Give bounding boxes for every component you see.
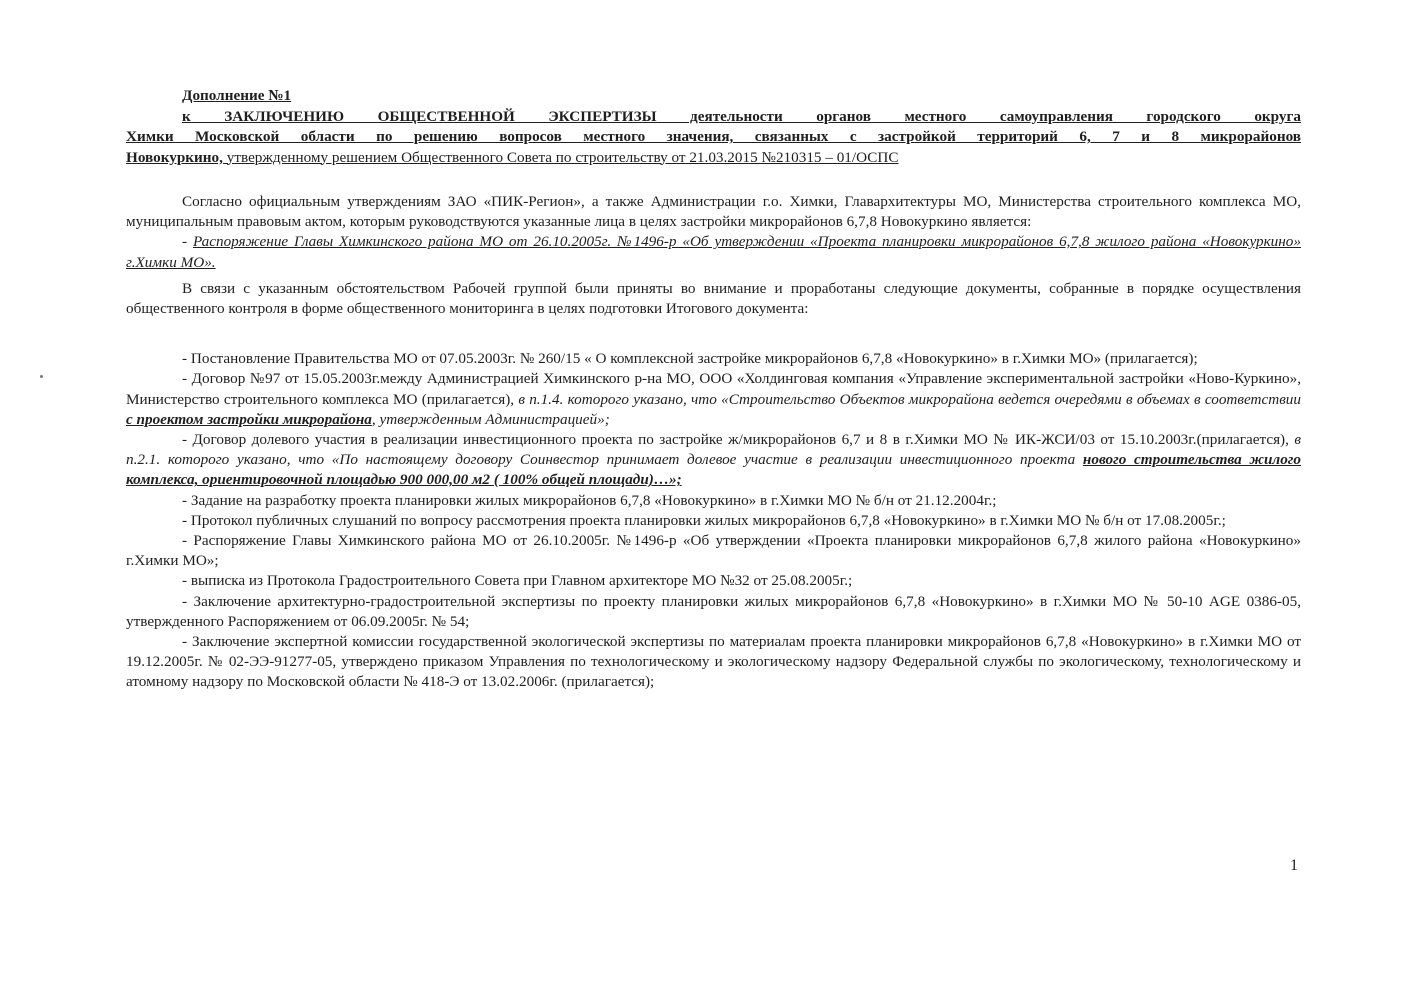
contract-97-quote-end: , утвержденным Администрацией»; xyxy=(371,410,610,428)
list-item-contract-97 xyxy=(126,369,1301,430)
list-item-resolution: - Постановление Правительства МО от 07.05.2003г. № 260/15 « О комплексной застройке микрорайонов 6,7,8 «Новокуркино» в г.Химки МО» (прилагается); xyxy=(182,350,1198,368)
contract-97-emphasis: с проектом застройки микрорайона xyxy=(126,410,372,428)
header-line-1: к ЗАКЛЮЧЕНИЮ ОБЩЕСТВЕННОЙ ЭКСПЕРТИЗЫ деятельности органов местного самоуправления городского округа xyxy=(182,107,1301,125)
document-header xyxy=(126,86,1301,168)
list-item-share-contract xyxy=(126,430,1301,491)
page-number: 1 xyxy=(1290,857,1298,874)
paragraph-intro: Согласно официальным утверждениям ЗАО «ПИК-Регион», а также Администрации г.о. Химки, Главархитектуры МО, Министерства строительного комплекса МО, муниципальным правовым актом, которым руководствуются указанные лица в целях застройки микрорайонов 6,7,8 Новокуркино является: xyxy=(126,193,1301,231)
document-title: Дополнение №1 xyxy=(182,87,292,104)
header-line-3-bold: Новокуркино, xyxy=(126,148,223,166)
list-item-hearings: - Протокол публичных слушаний по вопросу рассмотрения проекта планировки жилых микрорайонов 6,7,8 «Новокуркино» в г.Химки МО № б/н от 17.08.2005г.; xyxy=(182,511,1226,529)
header-line-3-rest: утвержденному решением Общественного Совета по строительству от 21.03.2015 №210315 – 01/ОСПС xyxy=(222,148,899,166)
contract-97-quote: в п.1.4. которого указано, что «Строительство Объектов микрорайона ведется очередями в объемах в соответствии xyxy=(518,390,1301,408)
list-item-architecture-expertise: - Заключение архитектурно-градостроительной экспертизы по проекту планировки жилых микрорайонов 6,7,8 «Новокуркино» в г.Химки МО № 50-10 AGE 0386-05, утвержденного Распоряжением от 06.09.2005г. № 54; xyxy=(126,592,1301,630)
contract-97-text: - Договор №97 от 15.05.2003г.между Администрацией Химкинского р-на МО, ООО «Холдинговая компания «Управление экспериментальной застройки «Ново-Куркино», Министерство строительного комплекса МО (прилагается), xyxy=(126,370,1301,408)
share-contract-text: - Договор долевого участия в реализации инвестиционного проекта по застройке ж/микрорайонов 6,7 и 8 в г.Химки МО № ИК-ЖСИ/03 от 15.10.2003г.(прилагается), xyxy=(182,431,1295,449)
share-contract-emphasis: нового строительства жилого комплекса, ориентировочной площадью 900 000,00 м2 ( 100% общей площади)…»; xyxy=(126,451,1301,489)
paragraph-working-group: В связи с указанным обстоятельством Рабочей группой были приняты во внимание и проработаны следующие документы, собранные в порядке осуществления общественного контроля в форме общественного мониторинга в целях подготовки Итогового документа: xyxy=(126,279,1301,318)
header-line-3 xyxy=(126,148,1301,169)
scan-artifact xyxy=(40,375,43,378)
dash: - xyxy=(182,233,193,251)
list-item-task: - Задание на разработку проекта планировки жилых микрорайонов 6,7,8 «Новокуркино» в г.Химки МО № б/н от 21.12.2004г.; xyxy=(182,491,997,509)
share-contract-quote: в п.2.1. которого указано, что «По настоящему договору Соинвестор принимает долевое участие в реализации инвестиционного проекта xyxy=(126,431,1301,469)
list-item-ecology-expertise: - Заключение экспертной комиссии государственной экологической экспертизы по материалам проекта планировки микрорайонов 6,7,8 «Новокуркино» в г.Химки МО от 19.12.2005г. № 02-ЭЭ-91277-05, утверждено приказом Управления по технологическому и экологическому надзору Федеральной службы по экологическому, технологическому и атомному надзору по Московской области № 418-Э от 13.02.2006г. (прилагается); xyxy=(126,633,1301,691)
list-item-decree: - Распоряжение Главы Химкинского района МО от 26.10.2005г. №1496-р «Об утверждении «Проекта планировки микрорайонов 6,7,8 жилого района «Новокуркино» г.Химки МО»; xyxy=(126,532,1301,570)
document-body xyxy=(126,192,1301,693)
paragraph-decree-ref xyxy=(126,232,1301,272)
header-line-2: Химки Московской области по решению вопросов местного значения, связанных с застройкой территорий 6, 7 и 8 микрорайонов xyxy=(126,128,1301,145)
list-item-council-extract: - выписка из Протокола Градостроительного Совета при Главном архитекторе МО №32 от 25.08.2005г.; xyxy=(182,572,853,590)
decree-ref-text: Распоряжение Главы Химкинского района МО от 26.10.2005г. №1496-р «Об утверждении «Проекта планировки микрорайонов 6,7,8 жилого района «Новокуркино» г.Химки МО». xyxy=(126,233,1301,271)
